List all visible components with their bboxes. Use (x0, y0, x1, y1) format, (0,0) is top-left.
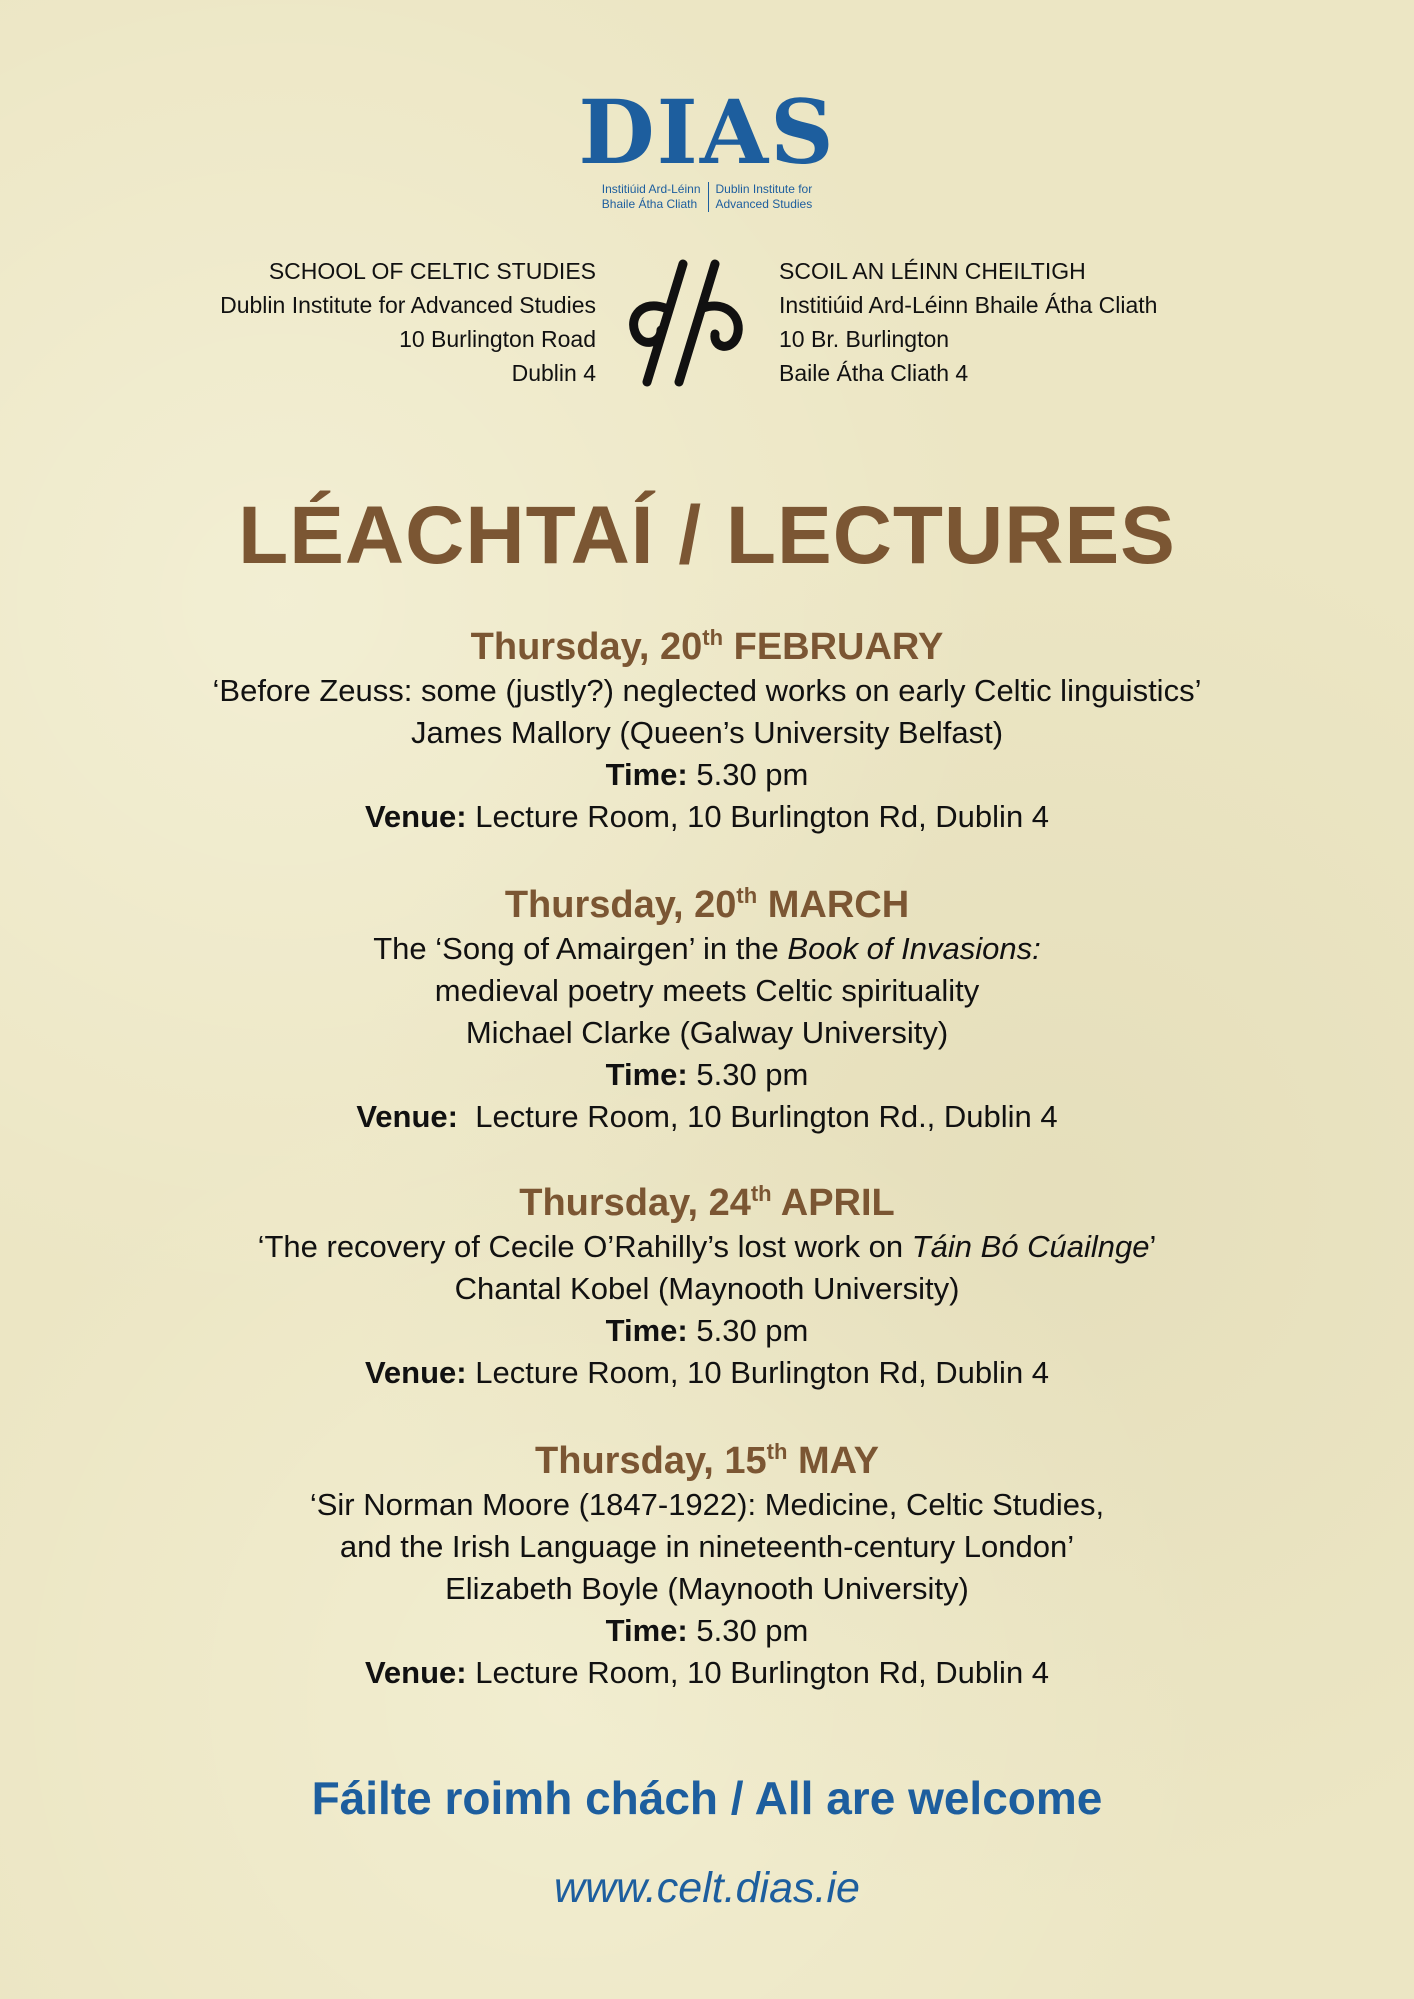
address-line: Institiúid Ard-Léinn Bhaile Átha Cliath (779, 292, 1158, 318)
lecture-speaker: Elizabeth Boyle (Maynooth University) (445, 1571, 969, 1606)
address-english (220, 254, 596, 390)
address-line: Dublin 4 (511, 360, 596, 386)
logo-subtitle (602, 182, 812, 212)
logo-sub-irish-1: Institiúid Ard-Léinn (601, 182, 701, 196)
lecture-title-line2: medieval poetry meets Celtic spirituality (434, 973, 980, 1008)
lecture-march (0, 882, 1414, 1138)
lecture-title-line2: and the Irish Language in nineteenth-century London’ (339, 1529, 1075, 1564)
address-irish (779, 254, 1157, 390)
address-line: Dublin Institute for Advanced Studies (220, 292, 596, 318)
lecture-speaker: James Mallory (Queen’s University Belfast) (410, 715, 1004, 750)
logo-sub-irish-2: Bhaile Átha Cliath (601, 197, 698, 211)
address-line: 10 Burlington Road (399, 326, 596, 352)
lecture-venue: Venue: Lecture Room, 10 Burlington Rd, Dublin 4 (364, 1355, 1050, 1390)
lecture-title: ‘The recovery of Cecile O’Rahilly’s lost work on Táin Bó Cúailnge’ (257, 1229, 1157, 1264)
lecture-venue: Venue: Lecture Room, 10 Burlington Rd, Dublin 4 (364, 799, 1050, 834)
lecture-date: Thursday, 20th FEBRUARY (470, 625, 944, 668)
celtic-knot-emblem-icon (625, 256, 749, 390)
lecture-speaker: Michael Clarke (Galway University) (465, 1015, 949, 1050)
address-line: SCHOOL OF CELTIC STUDIES (268, 258, 596, 284)
welcome-message: Fáilte roimh chách / All are welcome (311, 1772, 1103, 1824)
logo-sub-english-1: Dublin Institute for (715, 182, 813, 196)
dias-logo (0, 80, 1414, 212)
lecture-time: Time: 5.30 pm (605, 1313, 809, 1348)
logo-wordmark: DIAS (578, 80, 836, 184)
logo-sub-english-2: Advanced Studies (715, 197, 813, 211)
address-line: Baile Átha Cliath 4 (779, 360, 969, 386)
lecture-time: Time: 5.30 pm (605, 1613, 809, 1648)
lecture-may (0, 1438, 1414, 1694)
page-title: LÉACHTAÍ / LECTURES (238, 490, 1176, 581)
lecture-venue: Venue: Lecture Room, 10 Burlington Rd., Dublin 4 (356, 1099, 1058, 1134)
lecture-title: ‘Sir Norman Moore (1847-1922): Medicine, Celtic Studies, (309, 1487, 1105, 1522)
lecture-date: Thursday, 24th APRIL (519, 1181, 895, 1224)
lecture-time: Time: 5.30 pm (605, 757, 809, 792)
lecture-april (0, 1180, 1414, 1394)
lecture-title: The ‘Song of Amairgen’ in the Book of Invasions: (373, 931, 1041, 966)
lecture-february (0, 624, 1414, 838)
lecture-title: ‘Before Zeuss: some (justly?) neglected works on early Celtic linguistics’ (212, 673, 1202, 708)
address-line: SCOIL AN LÉINN CHEILTIGH (779, 258, 1086, 284)
lecture-date: Thursday, 15th MAY (535, 1439, 879, 1482)
address-line: 10 Br. Burlington (779, 326, 950, 352)
lecture-date: Thursday, 20th MARCH (504, 883, 910, 926)
lecture-venue: Venue: Lecture Room, 10 Burlington Rd, Dublin 4 (364, 1655, 1050, 1690)
lecture-time: Time: 5.30 pm (605, 1057, 809, 1092)
lecture-speaker: Chantal Kobel (Maynooth University) (454, 1271, 960, 1306)
website-link[interactable]: www.celt.dias.ie (554, 1864, 860, 1912)
